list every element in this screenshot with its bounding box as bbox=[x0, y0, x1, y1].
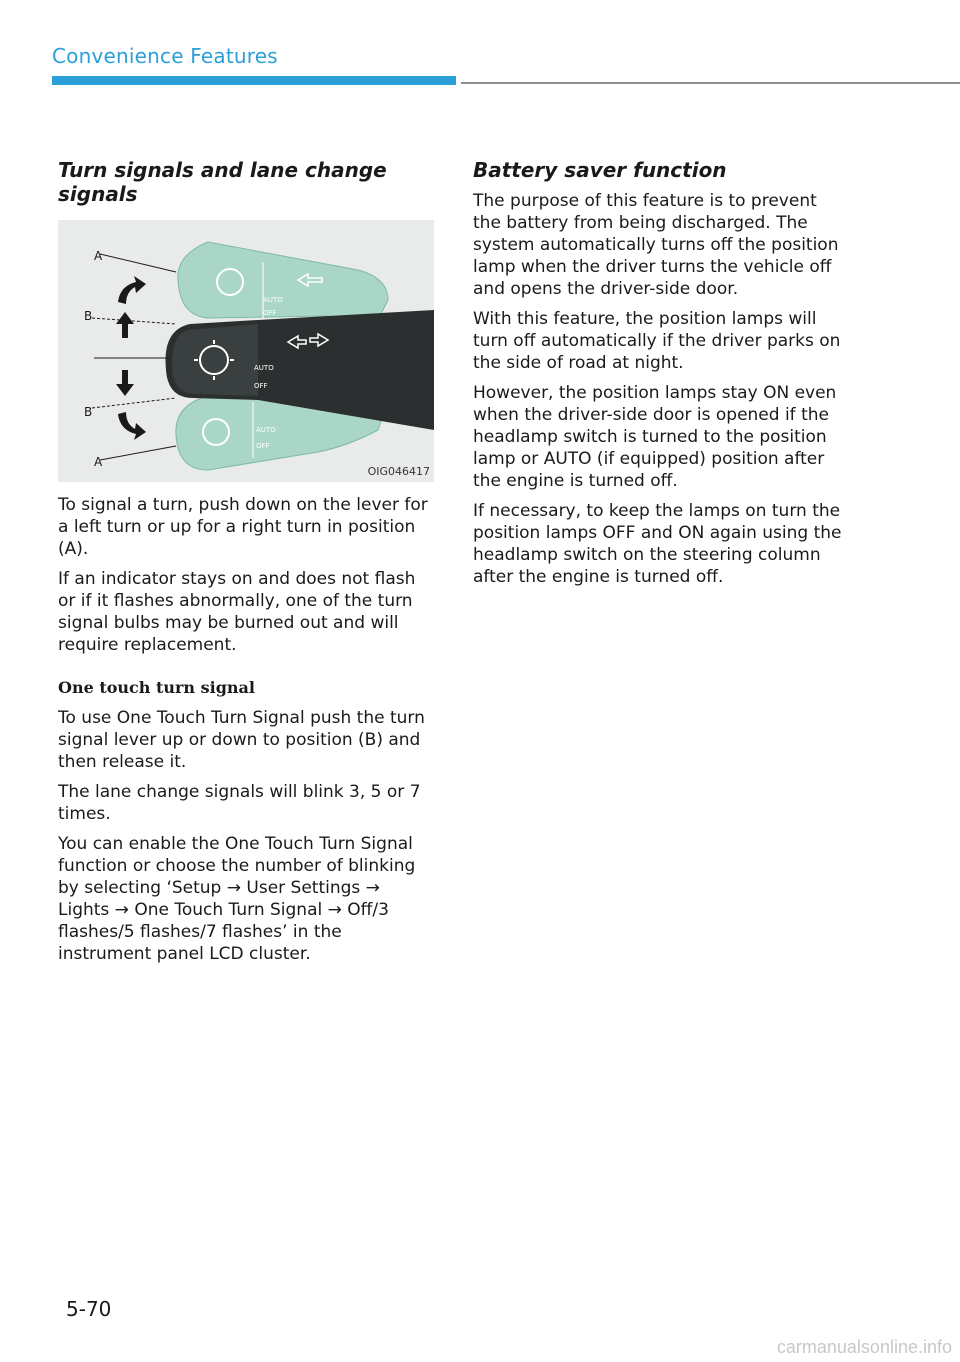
section-title: Convenience Features bbox=[52, 44, 278, 68]
lever-main-off: OFF bbox=[254, 382, 268, 390]
turn-signal-paragraph-1: To signal a turn, push down on the lever for a left turn or up for a right turn in position (A). bbox=[58, 495, 428, 559]
arrow-down-b-icon bbox=[116, 370, 134, 396]
label-b-top: B bbox=[84, 309, 93, 323]
one-touch-subheading: One touch turn signal bbox=[58, 678, 255, 697]
left-column bbox=[58, 158, 434, 973]
one-touch-paragraph-1: To use One Touch Turn Signal push the turn signal lever up or down to position (B) and then release it. bbox=[58, 708, 425, 772]
turn-signal-paragraph-2: If an indicator stays on and does not flash or if it flashes abnormally, one of the turn signal bulbs may be burned out and will require replacement. bbox=[58, 569, 416, 655]
label-a-bottom: A bbox=[94, 455, 103, 469]
battery-saver-paragraph-4: If necessary, to keep the lamps on turn the position lamps OFF and ON again using the headlamp switch on the steering column after the engine is turned off. bbox=[473, 501, 842, 587]
battery-saver-heading: Battery saver function bbox=[473, 158, 727, 182]
lever-up-position bbox=[178, 242, 388, 320]
lever-up-auto: AUTO bbox=[263, 296, 283, 304]
arrow-up-a-icon bbox=[118, 276, 146, 304]
one-touch-paragraph-3: You can enable the One Touch Turn Signal function or choose the number of blinking by selecting ‘Setup → User Settings → Lights → One Touch Turn Signal → Off/3 flashes/5 flashes/7 flashes’ in the instrument panel LCD cluster. bbox=[58, 834, 416, 964]
header-accent-rule bbox=[52, 76, 456, 85]
battery-saver-paragraph-1: The purpose of this feature is to prevent the battery from being discharged. The system automatically turns off the position lamp when the driver turns the vehicle off and opens the driver-side door. bbox=[473, 191, 839, 299]
lever-down-off: OFF bbox=[256, 442, 270, 450]
header-divider-rule bbox=[461, 82, 960, 84]
battery-saver-paragraph-2: With this feature, the position lamps will turn off automatically if the driver parks on the side of road at night. bbox=[473, 309, 841, 373]
lever-down-auto: AUTO bbox=[256, 426, 276, 434]
arrow-down-a-icon bbox=[118, 412, 146, 440]
page-number: 5-70 bbox=[66, 1297, 112, 1321]
lever-illustration bbox=[58, 220, 434, 482]
lever-up-off: OFF bbox=[263, 309, 277, 317]
label-b-bottom: B bbox=[84, 405, 93, 419]
turn-signal-lever-figure bbox=[58, 220, 434, 482]
lever-main-auto: AUTO bbox=[254, 364, 274, 372]
turn-signals-heading: Turn signals and lane change signals bbox=[58, 158, 387, 206]
arrow-up-b-icon bbox=[116, 312, 134, 338]
watermark: carmanualsonline.info bbox=[776, 1337, 952, 1357]
label-a-top: A bbox=[94, 249, 103, 263]
right-column bbox=[473, 158, 849, 596]
battery-saver-paragraph-3: However, the position lamps stay ON even when the driver-side door is opened if the headlamp switch is turned to the position lamp or AUTO (if equipped) position after the engine is turned off. bbox=[473, 383, 837, 491]
figure-code: OIG046417 bbox=[367, 465, 430, 478]
one-touch-paragraph-2: The lane change signals will blink 3, 5 or 7 times. bbox=[58, 782, 421, 824]
